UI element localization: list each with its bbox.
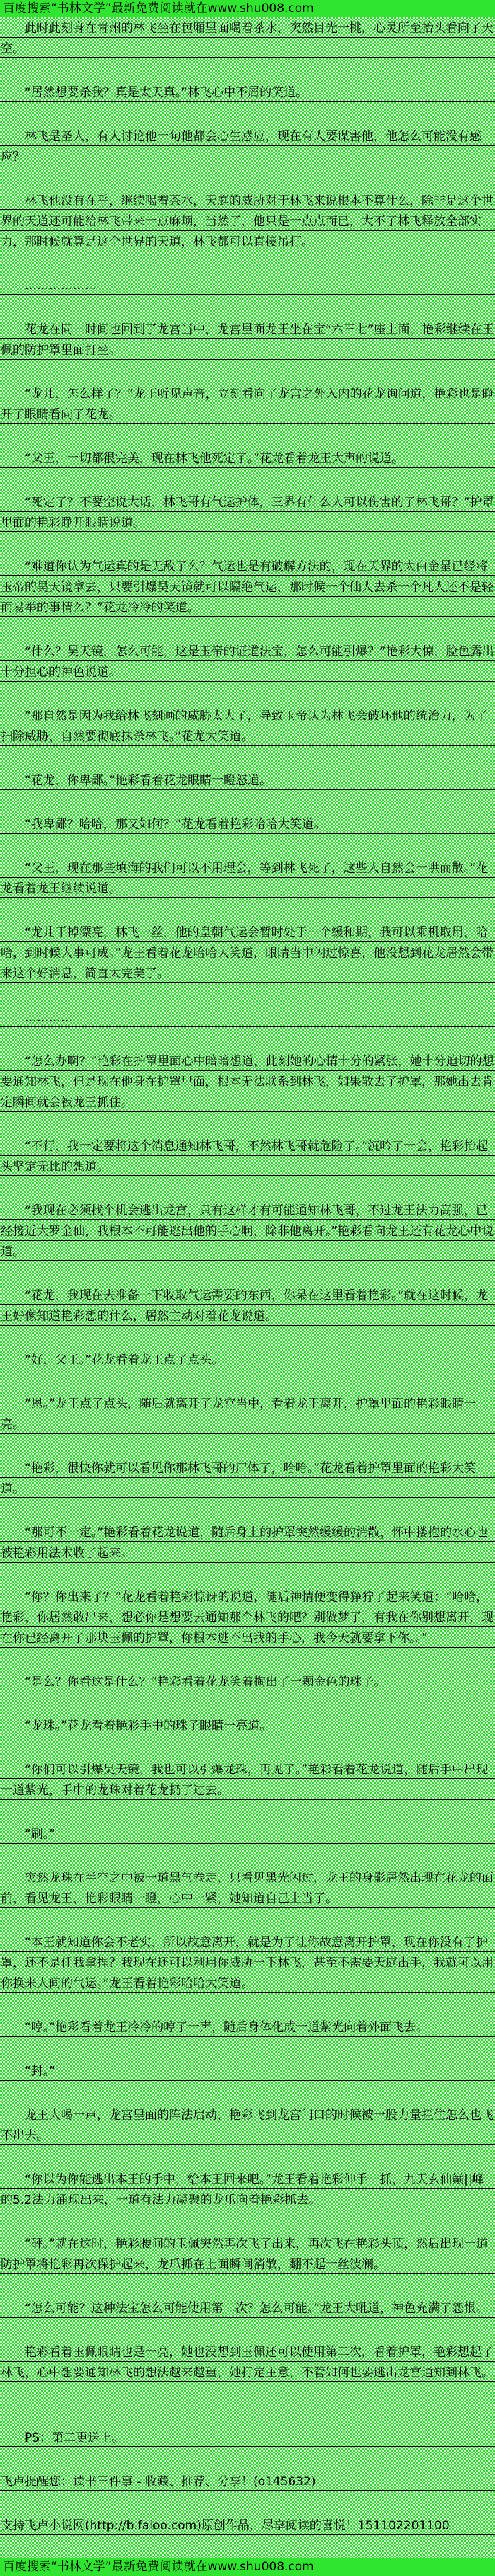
paragraph: “刷。”: [0, 1824, 495, 1845]
paragraph: “死定了？不要空说大话，林飞哥有气运护体，三界有什么人可以伤害的了林飞哥？”护罩里面的艳彩睁开眼睛说道。: [0, 493, 495, 534]
paragraph: 突然龙珠在半空之中被一道黑气卷走，只看见黑光闪过，龙王的身影居然出现在花龙的面前，看见龙王，艳彩眼睛一瞪，心中一紧，她知道自己上当了。: [0, 1868, 495, 1909]
paragraph: 林飞他没有在乎，继续喝着茶水，天庭的威胁对于林飞来说根本不算什么，除非是这个世界的天道还可能给林飞带来一点麻烦，当然了，他只是一点点而已，大不了林飞释放全部实力，那时候就算是这个世界的天道，林飞都可以直接吊打。: [0, 191, 495, 253]
paragraph: “龙儿干掉漂亮，林飞一丝，他的皇朝气运会暂时处于一个缓和期，我可以乘机取用，哈哈，到时候大事可成。”龙王看着花龙哈哈大笑道，眼睛当中闪过惊喜，他没想到花龙居然会带来这个好消息，简直太完美了。: [0, 923, 495, 984]
bottom-promo-bar: 百度搜索“书林文学”最新免费阅读就在www.shu008.com: [0, 2558, 495, 2576]
paragraph: “什么？昊天镜，怎么可能，这是玉帝的证道法宝，怎么可能引爆？”艳彩大惊，脸色露出十分担心的神色说道。: [0, 642, 495, 683]
paragraph: “那可不一定。”艳彩看着花龙说道，随后身上的护罩突然缓缓的消散，怀中搂抱的水心也被艳彩用法术收了起来。: [0, 1523, 495, 1564]
paragraph: PS：第二更送上。: [0, 2428, 495, 2449]
paragraph: 花龙在同一时间也回到了龙宫当中，龙宫里面龙王坐在宝“六三七”座上面，艳彩继续在玉佩的防护罩里面打坐。: [0, 320, 495, 361]
paragraph: “怎么办啊？”艳彩在护罩里面心中暗暗想道，此刻她的心情十分的紧张，她十分迫切的想要通知林飞，但是现在他身在护罩里面，根本无法联系到林飞，如果散去了护罩，那她出去肯定瞬间就会被龙王抓住。: [0, 1052, 495, 1113]
paragraph: …………: [0, 1008, 495, 1028]
blank-line: [0, 2384, 495, 2405]
paragraph: “居然想要杀我？真是太天真。”林飞心中不屑的笑道。: [0, 83, 495, 103]
paragraph: “不行，我一定要将这个消息通知林飞哥，不然林飞哥就危险了。”沉吟了一会，艳彩抬起头坚定无比的想道。: [0, 1137, 495, 1178]
paragraph: 艳彩看着玉佩眼睛也是一亮，她也没想到玉佩还可以使用第二次，看着护罩，艳彩想起了林飞，心中想要通知林飞的想法越来越重，她打定主意，不管如何也要逃出龙宫通知到林飞。: [0, 2342, 495, 2384]
paragraph: 此时此刻身在青州的林飞坐在包厢里面喝着茶水，突然目光一挑，心灵所至抬头看向了天空。: [0, 18, 495, 59]
paragraph: 龙王大喝一声，龙宫里面的阵法启动，艳彩飞到龙宫门口的时候被一股力量拦住怎么也飞不出去。: [0, 2105, 495, 2146]
top-promo-bar: 百度搜索“书林文学”最新免费阅读就在www.shu008.com: [0, 0, 495, 17]
paragraph: “我卑鄙？哈哈，那又如何？”花龙看着艳彩哈哈大笑道。: [0, 815, 495, 835]
paragraph: ………………: [0, 276, 495, 297]
paragraph: “是么？你看这是什么？”艳彩看着花龙笑着掏出了一颗金色的珠子。: [0, 1672, 495, 1693]
paragraph: “父王，一切都很完美，现在林飞他死定了。”花龙看着龙王大声的说道。: [0, 449, 495, 469]
paragraph: “那自然是因为我给林飞刻画的威胁太大了，导致玉帝认为林飞会破坏他的统治力，为了扫除威胁，自然要彻底抹杀林飞。”花龙大笑道。: [0, 706, 495, 747]
paragraph: “怎么可能？这种法宝怎么可能使用第二次？怎么可能。”龙王大吼道，神色充满了怨恨。: [0, 2299, 495, 2319]
paragraph: “花龙，我现在去准备一下收取气运需要的东西，你呆在这里看着艳彩。”就在这时候，龙王好像知道艳彩想的什么，居然主动对着花龙说道。: [0, 1286, 495, 1327]
paragraph: “龙儿，怎么样了？”龙王听见声音，立刻看向了龙宫之外入内的花龙询问道，艳彩也是睁开了眼睛看向了花龙。: [0, 384, 495, 425]
paragraph: “你？你出来了？”花龙看着艳彩惊讶的说道，随后神情便变得狰狞了起来笑道：“哈哈，艳彩，你居然敢出来，想必你是想要去通知那个林飞的吧？别做梦了，有我在你别想离开，现在你已经离开了那块玉佩的护罩，你根本逃不出我的手心，我今天就要拿下你。。”: [0, 1587, 495, 1649]
paragraph: “砰。”就在这时，艳彩腰间的玉佩突然再次飞了出来，再次飞在艳彩头顶，然后出现一道防护罩将艳彩再次保护起来，龙爪抓在上面瞬间消散，翻不起一丝波澜。: [0, 2234, 495, 2275]
chapter-text: [0, 17, 495, 2558]
paragraph: 林飞是圣人，有人讨论他一句他都会心生感应，现在有人要谋害他，他怎么可能没有感应？: [0, 127, 495, 168]
paragraph: “花龙，你卑鄙。”艳彩看着花龙眼睛一瞪怒道。: [0, 771, 495, 791]
paragraph: “你以为你能逃出本王的手中，给本王回来吧。”龙王看着艳彩伸手一抓，九天玄仙巅||峰的5.2法力涌现出来，一道有法力凝聚的龙爪向着艳彩抓去。: [0, 2170, 495, 2211]
paragraph: 飞卢提醒您：读书三件事 - 收藏、推荐、分享！(o145632): [0, 2472, 495, 2492]
paragraph: “你们可以引爆昊天镜，我也可以引爆龙珠，再见了。”艳彩看着花龙说道，随后手中出现一道紫光，手中的龙珠对着花龙扔了过去。: [0, 1760, 495, 1801]
paragraph: “龙珠。”花龙看着艳彩手中的珠子眼睛一亮道。: [0, 1716, 495, 1737]
paragraph: “恩。”龙王点了点头，随后就离开了龙宫当中，看着龙王离开，护罩里面的艳彩眼睛一亮。: [0, 1394, 495, 1435]
paragraph: “哼。”艳彩看着龙王冷冷的哼了一声，随后身体化成一道紫光向着外面飞去。: [0, 2018, 495, 2038]
paragraph: “我现在必须找个机会逃出龙宫，只有这样才有可能通知林飞哥，不过龙王法力高强，已经接近大罗金仙，我根本不可能逃出他的手心啊，除非他离开。”艳彩看向龙王还有花龙心中说道。: [0, 1201, 495, 1263]
paragraph: “艳彩，很快你就可以看见你那林飞哥的尸体了，哈哈。”花龙看着护罩里面的艳彩大笑道。: [0, 1459, 495, 1500]
paragraph: “好，父王。”花龙看着龙王点了点头。: [0, 1350, 495, 1371]
paragraph: “难道你认为气运真的是无敌了么？气运也是有破解方法的，现在天界的太白金星已经将玉帝的昊天镜拿去，只要引爆昊天镜就可以隔绝气运，那时候一个仙人去杀一个凡人还不是轻而易举的事情么？”花龙冷冷的笑道。: [0, 557, 495, 619]
paragraph: 支持飞卢小说网(http://b.faloo.com)原创作品，尽享阅读的喜悦！151102201100: [0, 2516, 495, 2536]
paragraph: “封。”: [0, 2062, 495, 2082]
paragraph: “本王就知道你会不老实，所以故意离开，就是为了让你故意离开护罩，现在你没有了护罩，还不是任我拿捏？我现在还可以利用你威胁一下林飞，甚至不需要天庭出手，我就可以用你换来人间的气运。”龙王看着艳彩哈哈大笑道。: [0, 1933, 495, 1994]
paragraph: “父王，现在那些填海的我们可以不用理会，等到林飞死了，这些人自然会一哄而散。”花龙看着龙王继续说道。: [0, 858, 495, 899]
